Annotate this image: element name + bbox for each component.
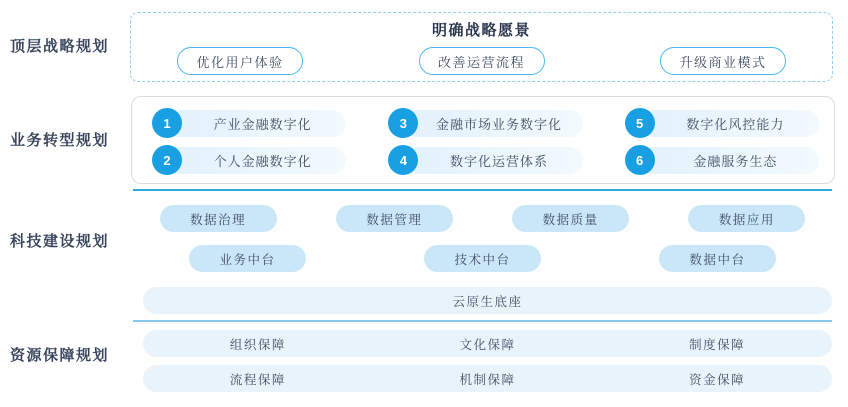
- transform-item-label: 数字化风控能力: [640, 110, 819, 137]
- tech-pill-tech-middle-platform: 技术中台: [424, 245, 541, 272]
- transform-item-2: [152, 146, 346, 174]
- transform-item-label: 数字化运营体系: [403, 147, 582, 174]
- resource-pill-row-2: [143, 365, 832, 392]
- step-badge-2: 2: [152, 145, 182, 175]
- section-label-resource-guarantee: 资源保障规划: [10, 347, 110, 364]
- tech-pill-data-governance: 数据治理: [160, 205, 277, 232]
- tech-pill-business-middle-platform: 业务中台: [189, 245, 306, 272]
- transform-item-3: [388, 109, 582, 137]
- step-badge-5: 5: [625, 108, 655, 138]
- step-badge-6: 6: [625, 145, 655, 175]
- section-label-business-transform: 业务转型规划: [10, 132, 110, 149]
- tech-pill-row-1: [130, 205, 835, 232]
- resource-item-culture: 文化保障: [459, 337, 516, 352]
- transform-item-label: 产业金融数字化: [167, 110, 346, 137]
- section-label-top-strategy: 顶层战略规划: [10, 38, 110, 55]
- vision-item-operation-process: 改善运营流程: [419, 47, 545, 75]
- resource-item-mechanism: 机制保障: [459, 372, 516, 387]
- transform-item-4: [388, 146, 582, 174]
- resource-item-institution: 制度保障: [689, 337, 746, 352]
- resource-item-organization: 组织保障: [229, 337, 286, 352]
- resource-item-process: 流程保障: [229, 372, 286, 387]
- separator-line-bottom: [133, 320, 832, 322]
- cloud-native-base-pill: 云原生底座: [143, 287, 832, 314]
- transform-item-label: 金融市场业务数字化: [403, 110, 582, 137]
- vision-item-business-model: 升级商业模式: [660, 47, 786, 75]
- vision-button-row: [131, 47, 832, 75]
- resource-pill-row-1: [143, 330, 832, 357]
- transform-item-label: 个人金融数字化: [167, 147, 346, 174]
- tech-pill-data-application: 数据应用: [688, 205, 805, 232]
- tech-pill-row-2: [130, 245, 835, 272]
- section-label-tech-construction: 科技建设规划: [10, 233, 110, 250]
- vision-section-box: [130, 12, 833, 82]
- step-badge-4: 4: [388, 145, 418, 175]
- resource-item-funds: 资金保障: [689, 372, 746, 387]
- transform-section-box: [131, 96, 835, 184]
- transform-item-6: [625, 146, 819, 174]
- vision-title: 明确战略愿景: [431, 22, 531, 39]
- tech-pill-data-quality: 数据质量: [512, 205, 629, 232]
- vision-item-user-experience: 优化用户体验: [177, 47, 303, 75]
- transform-item-1: [152, 109, 346, 137]
- tech-pill-data-middle-platform: 数据中台: [659, 245, 776, 272]
- transform-item-label: 金融服务生态: [640, 147, 819, 174]
- diagram-content: [130, 0, 835, 407]
- separator-line-top: [133, 189, 832, 191]
- tech-pill-data-management: 数据管理: [336, 205, 453, 232]
- step-badge-3: 3: [388, 108, 418, 138]
- step-badge-1: 1: [152, 108, 182, 138]
- transform-item-5: [625, 109, 819, 137]
